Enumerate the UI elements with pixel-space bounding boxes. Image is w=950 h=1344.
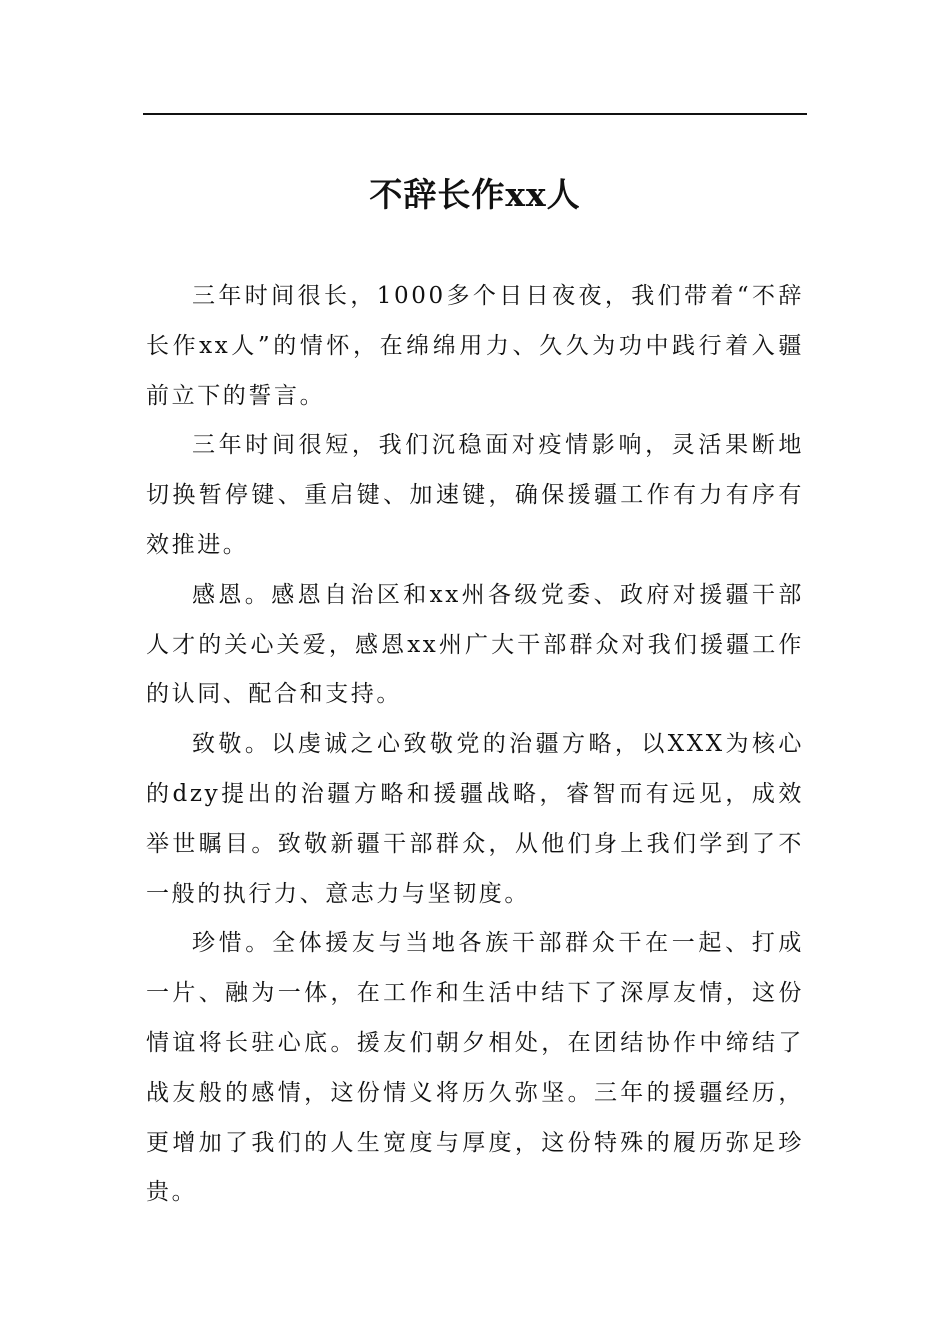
paragraph-1: 三年时间很长，1000多个日日夜夜，我们带着“不辞长作xx人”的情怀，在绵绵用力、久久为功中践行着入疆前立下的誓言。 (146, 283, 804, 409)
paragraph-3: 感恩。感恩自治区和xx州各级党委、政府对援疆干部人才的关心关爱，感恩xx州广大干部群众对我们援疆工作的认同、配合和支持。 (146, 581, 804, 708)
header-rule (143, 113, 807, 115)
paragraph-5: 珍惜。全体援友与当地各族干部群众干在一起、打成一片、融为一体，在工作和生活中结下了深厚友情，这份情谊将长驻心底。援友们朝夕相处，在团结协作中缔结了战友般的感情，这份情义将历久弥坚。三年的援疆经历，更增加了我们的人生宽度与厚度，这份特殊的履历弥足珍贵。 (146, 930, 804, 1206)
document-title: 不辞长作xx人 (369, 175, 581, 214)
paragraph-2: 三年时间很短，我们沉稳面对疫情影响，灵活果断地切换暂停键、重启键、加速键，确保援疆工作有力有序有效推进。 (146, 432, 804, 558)
document-body (146, 272, 804, 1218)
paragraph-4: 致敬。以虔诚之心致敬党的治疆方略，以XXX为核心的dzy提出的治疆方略和援疆战略，睿智而有远见，成效举世瞩目。致敬新疆干部群众，从他们身上我们学到了不一般的执行力、意志力与坚韧度。 (146, 731, 804, 907)
